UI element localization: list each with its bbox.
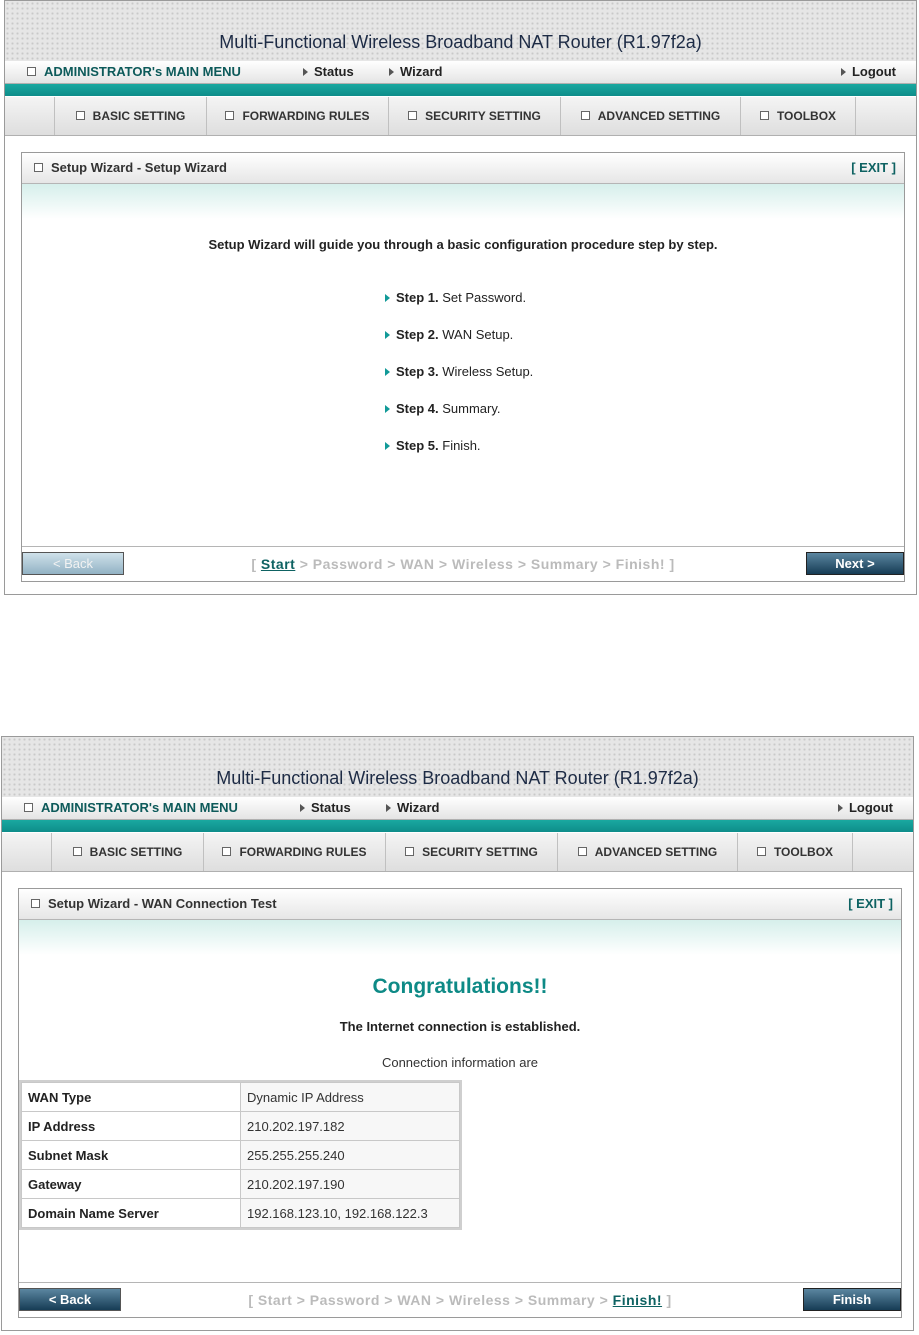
square-bullet-icon: [760, 111, 769, 120]
app-title-bar: [2, 737, 913, 798]
triangle-right-icon: [385, 331, 390, 339]
admin-main-menu-link[interactable]: ADMINISTRATOR's MAIN MENU: [24, 800, 238, 815]
panel-title: Setup Wizard - Setup Wizard: [34, 160, 227, 175]
wizard-progress-breadcrumb: [ Start > Password > WAN > Wireless > Summary > Finish! ]: [248, 1292, 672, 1308]
square-bullet-icon: [24, 803, 33, 812]
settings-tabs: [5, 97, 916, 136]
router-window-2: [1, 736, 914, 1331]
settings-tabs: [2, 833, 913, 872]
teal-divider: [5, 84, 916, 96]
square-bullet-icon: [31, 899, 40, 908]
steps-list: [385, 290, 533, 475]
wizard-footer: [22, 546, 904, 581]
wan-test-panel: [18, 888, 902, 1318]
triangle-right-icon: [300, 804, 305, 812]
back-button[interactable]: < Back: [19, 1288, 121, 1311]
exit-link[interactable]: [ EXIT ]: [851, 160, 896, 175]
panel-header: [19, 889, 901, 920]
square-bullet-icon: [225, 111, 234, 120]
triangle-right-icon: [303, 68, 308, 76]
logout-link[interactable]: Logout: [841, 64, 896, 79]
tab-basic-setting[interactable]: BASIC SETTING: [54, 97, 206, 135]
triangle-right-icon: [386, 804, 391, 812]
table-row: Domain Name Server 192.168.123.10, 192.168.122.3: [22, 1199, 460, 1228]
square-bullet-icon: [222, 847, 231, 856]
crumb-finish[interactable]: Finish!: [612, 1292, 663, 1308]
list-item: Step 2. WAN Setup.: [385, 327, 533, 364]
wizard-footer: [19, 1282, 901, 1317]
triangle-right-icon: [389, 68, 394, 76]
logout-link[interactable]: Logout: [838, 800, 893, 815]
header-band: [22, 184, 904, 219]
connection-info-intro: Connection information are: [381, 1055, 539, 1070]
wizard-menu-link[interactable]: Wizard: [386, 800, 440, 815]
wizard-progress-breadcrumb: [ Start > Password > WAN > Wireless > Summary > Finish! ]: [251, 556, 675, 572]
table-row: Gateway 210.202.197.190: [22, 1170, 460, 1199]
square-bullet-icon: [578, 847, 587, 856]
router-window-1: [4, 0, 917, 595]
triangle-right-icon: [385, 294, 390, 302]
header-band: [19, 920, 901, 955]
tab-toolbox[interactable]: TOOLBOX: [740, 97, 856, 135]
tab-advanced-setting[interactable]: ADVANCED SETTING: [557, 833, 737, 871]
connection-info-table: [21, 1082, 460, 1228]
app-title: Multi-Functional Wireless Broadband NAT Router (R1.97f2a): [216, 768, 699, 788]
square-bullet-icon: [76, 111, 85, 120]
finish-button[interactable]: Finish: [803, 1288, 901, 1311]
list-item: Step 5. Finish.: [385, 438, 533, 475]
triangle-right-icon: [385, 442, 390, 450]
teal-divider: [2, 820, 913, 832]
admin-main-menu-link[interactable]: ADMINISTRATOR's MAIN MENU: [27, 64, 241, 79]
crumb-start[interactable]: Start: [260, 556, 296, 572]
square-bullet-icon: [581, 111, 590, 120]
status-menu-link[interactable]: Status: [300, 800, 351, 815]
app-title-bar: [5, 1, 916, 62]
wizard-screen-2: [0, 736, 919, 1331]
triangle-right-icon: [385, 405, 390, 413]
table-row: WAN Type Dynamic IP Address: [22, 1083, 460, 1112]
congratulations-heading: Congratulations!!: [372, 975, 548, 998]
main-menu-bar: [5, 61, 916, 84]
square-bullet-icon: [34, 163, 43, 172]
tab-toolbox[interactable]: TOOLBOX: [737, 833, 853, 871]
square-bullet-icon: [408, 111, 417, 120]
back-button[interactable]: < Back: [22, 552, 124, 575]
exit-link[interactable]: [ EXIT ]: [848, 896, 893, 911]
triangle-right-icon: [385, 368, 390, 376]
wizard-intro: Setup Wizard will guide you through a basic configuration procedure step by step.: [208, 237, 718, 252]
triangle-right-icon: [838, 804, 843, 812]
square-bullet-icon: [73, 847, 82, 856]
table-row: Subnet Mask 255.255.255.240: [22, 1141, 460, 1170]
tab-advanced-setting[interactable]: ADVANCED SETTING: [560, 97, 740, 135]
tab-forwarding-rules[interactable]: FORWARDING RULES: [206, 97, 388, 135]
connection-established-text: The Internet connection is established.: [339, 1019, 581, 1034]
tab-security-setting[interactable]: SECURITY SETTING: [388, 97, 560, 135]
list-item: Step 3. Wireless Setup.: [385, 364, 533, 401]
wizard-menu-link[interactable]: Wizard: [389, 64, 443, 79]
triangle-right-icon: [841, 68, 846, 76]
square-bullet-icon: [27, 67, 36, 76]
status-menu-link[interactable]: Status: [303, 64, 354, 79]
panel-header: [22, 153, 904, 184]
next-button[interactable]: Next >: [806, 552, 904, 575]
tab-forwarding-rules[interactable]: FORWARDING RULES: [203, 833, 385, 871]
app-title: Multi-Functional Wireless Broadband NAT Router (R1.97f2a): [219, 32, 702, 52]
square-bullet-icon: [757, 847, 766, 856]
wizard-panel: [21, 152, 905, 582]
list-item: Step 4. Summary.: [385, 401, 533, 438]
tab-basic-setting[interactable]: BASIC SETTING: [51, 833, 203, 871]
panel-title: Setup Wizard - WAN Connection Test: [31, 896, 277, 911]
list-item: Step 1. Set Password.: [385, 290, 533, 327]
square-bullet-icon: [405, 847, 414, 856]
main-menu-bar: [2, 797, 913, 820]
tab-security-setting[interactable]: SECURITY SETTING: [385, 833, 557, 871]
wizard-screen-1: [0, 0, 919, 595]
table-row: IP Address 210.202.197.182: [22, 1112, 460, 1141]
